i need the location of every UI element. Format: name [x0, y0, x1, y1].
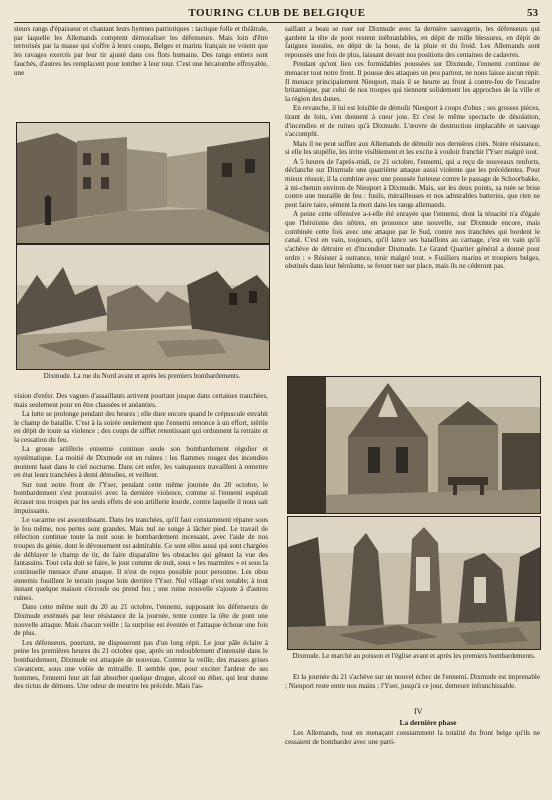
paragraph: sieurs rangs d'épaisseur et chantant leurs hymnes patriotiques : tactique folle et théâtrale, par laquelle les Allemands comptent démoraliser les défenseurs. Mais loin d'être terrorisés par la masse qui s'offre à leurs coups, Belges et marins français ne voient que les ravages exercés par leur tir ajusté dans ces flots humains. Des rangs entiers sont fauchés, d'autres les remplacent pour tomber à leur tour. C'est une hécatombe effroyable, une — [14, 25, 268, 77]
photo-rue-du-nord-after — [16, 244, 270, 370]
paragraph: Sur tout notre front de l'Yser, pendant cette même journée du 20 octobre, le bombardement s'est poursuivi avec la dernière violence, comme si l'ennemi espérait écraser nos troupes par les seuls effets de son artillerie lourde, contre laquelle il nous sait impuissants. — [14, 480, 268, 515]
paragraph: saillant a beau se ruer sur Dixmude avec la dernière sauvagerie, les défenseurs qui gardent la tête de pont restent inébranlables, en dépit de mille blessures, en dépit de fatigues inouïes, en dépit de la boue, de la pluie et du froid. Les Allemands sont repoussés une fois de plus, laissant devant nos positions des centaines de cadavres. — [285, 25, 540, 60]
paragraph: La grosse artillerie ennemie continue seule son bombardement régulier et systématique. La moitié de Dixmude est en ruines : les flammes rouges des incendies montent haut dans le ciel nocturne. Dans cet enfer, les vainqueurs travaillent à remettre en état leurs tranchées à demi démolies, et veillent. — [14, 445, 268, 480]
paragraph: vision d'enfer. Des vagues d'assaillants arrivent pourtant jusque dans certaines tranchées, mais seulement pour en être chassées et anéanties. — [14, 392, 268, 409]
photo-caption-1: Dixmude. La rue du Nord avant et après les premiers bombardements. — [43, 372, 241, 380]
left-column-top — [14, 25, 268, 121]
paragraph: Le vacarme est assourdissant. Dans les tranchées, qu'il faut constamment réparer sous le feu même, nos pertes sont grandes. Mais nul ne songe à lâcher pied. Le travail de réfection continue toute la nuit sous le bombardement incessant, avec l'aide de nos troupes du génie, dont le dévouement est admirable. Ce sont elles aussi qui sont chargées de déblayer le champ de tir, de faire disparaître les obstacles qui gênent la vue des fantassins. Tout cela doit se faire, le jour comme de nuit, sous « les marmites » et sous la continuelle menace d'une attaque. Il n'est de repos possible pour personne. Les obus ennemis fouillent le terrain jusque loin derrière l'Yser. Nul village n'est tenable; à tout instant quelque maison s'écroule ou prend feu ; une ruine nouvelle s'ajoute à d'autres ruines. — [14, 515, 268, 603]
photo-caption-2: Dixmude. Le marché au poisson et l'église avant et après les premiers bombardements. — [292, 652, 536, 660]
paragraph: Mais il ne peut suffire aux Allemands de démolir nos dernières cités. Notre résistance, si elle les stupéfie, les irrite visiblement et les excite à vouloir franchir l'Yser malgré tout. — [285, 139, 540, 157]
paragraph: En revanche, il lui est loisible de démolir Nieuport à coups d'obus ; ses grosses pièces, tirant de loin, s'en donnent à cœur joie. Et c'est le même spectacle de désolation, d'incendies et de ruines qu'à Dixmude. L'œuvre de destruction implacable et sauvage s'accomplit. — [285, 104, 540, 139]
page-number: 53 — [527, 7, 538, 19]
paragraph: Dans cette même nuit du 20 au 21 octobre, l'ennemi, supposant les défenseurs de Dixmude exténués par leur résistance de la journée, tente contre la tête de pont une nouvelle attaque. Mais chacun veille ; la surprise est éventée et l'attaque échoue une fois de plus. — [14, 603, 268, 638]
left-column-bottom — [14, 392, 268, 798]
right-column-bottom — [285, 673, 540, 703]
paragraph: A peine cette offensive a-t-elle été enrayée que l'ennemi, dont la ténacité n'a d'égale que l'héroïsme des nôtres, en prononce une nouvelle, sur Dixmude encore, mais combinée cette fois avec une attaque par le Sud, contre nos tranchées qui bordent le canal. C'est en vain, toujours, qu'il lance ses bataillons au carnage, c'est en vain qu'il s'achève de détruire et d'incendier Dixmude. Le Grand Quartier général a donné pour ordre : « Résister à outrance, tenir malgré tout. » Fusiliers marins et troupiers belges, obstinés dans leur héroïsme, se feront tuer sur place, mais ils ne céderont pas. — [285, 210, 540, 271]
page-header — [14, 6, 540, 23]
paragraph: Les Allemands, tout en menaçant constamment la totalité du front belge qu'ils ne cessaient de bombarder avec une parti- — [285, 729, 540, 746]
section-title: La dernière phase — [399, 718, 457, 727]
paragraph: Et la journée du 21 s'achève sur un nouvel échec de l'ennemi. Dixmude est imprenable ; Nieuport reste entre nos mains ; l'Yser, jusqu'à ce jour, demeure infranchissable. — [285, 673, 540, 690]
photo-marche-eglise-before — [287, 376, 541, 514]
right-column-end — [285, 729, 540, 799]
paragraph: Pendant qu'ont lieu ces formidables poussées sur Dixmude, l'ennemi continue de menacer tout notre front. Il pousse des attaques un peu partout, ne nous laisse aucun répit. Il menace principalement Nieuport, mais il se heurte au front à contre-feu de l'escadre britannique, par celui de nos troupes qui tiennent solidement les approches de la ville et la région des dunes. — [285, 60, 540, 104]
paragraph: Les défenseurs, pourtant, ne disposeront pas d'un long répit. Le jour pâle éclaire à peine les premières heures du 21 octobre que, après un redoublement d'intensité dans le bombardement, Dixmude est attaquée de nouveau. Comme la veille, des masses grises s'avancent, sous une volée de mitraille. Il semble que, pour exciter l'ardeur de ses hommes, l'ennemi leur ait fait absorber quelque drogue, alcool ou éther, qui leur donne des rictus de démons. Une odeur de meurtre les précède. Mais l'as- — [14, 638, 268, 691]
paragraph: La lutte se prolonge pendant des heures ; elle dure encore quand le crépuscule envahit le champ de bataille. C'est à la soirée seulement que l'ennemi renonce à un effort, stérile en dépit de toute sa violence ; des coups de sifflet retentissant qui ordonnent la retraite et la cessation du feu. — [14, 409, 268, 445]
paragraph: A 5 heures de l'après-midi, ce 21 octobre, l'ennemi, qui a reçu de nouveaux renforts, déclanche sur Dixmude une quatrième attaque aussi violente que les précédentes. Pour mieux réussir, il la combine avec une poussée furieuse contre le passage de Schoorbakke, à mi-chemin environ de Nieuport à Dixmude. Mais, sur les deux points, sa ruée se brise contre une muraille de feu : fusils, mitrailleuses et nos admirables batteries, que rien ne peut faire taire, sèment la mort dans les rangs allemands. — [285, 157, 540, 210]
journal-title: TOURING CLUB DE BELGIQUE — [188, 7, 366, 19]
photo-marche-eglise-after — [287, 516, 541, 650]
photo-rue-du-nord-before — [16, 122, 270, 244]
section-number: IV — [414, 707, 423, 716]
right-column-top — [285, 25, 540, 371]
